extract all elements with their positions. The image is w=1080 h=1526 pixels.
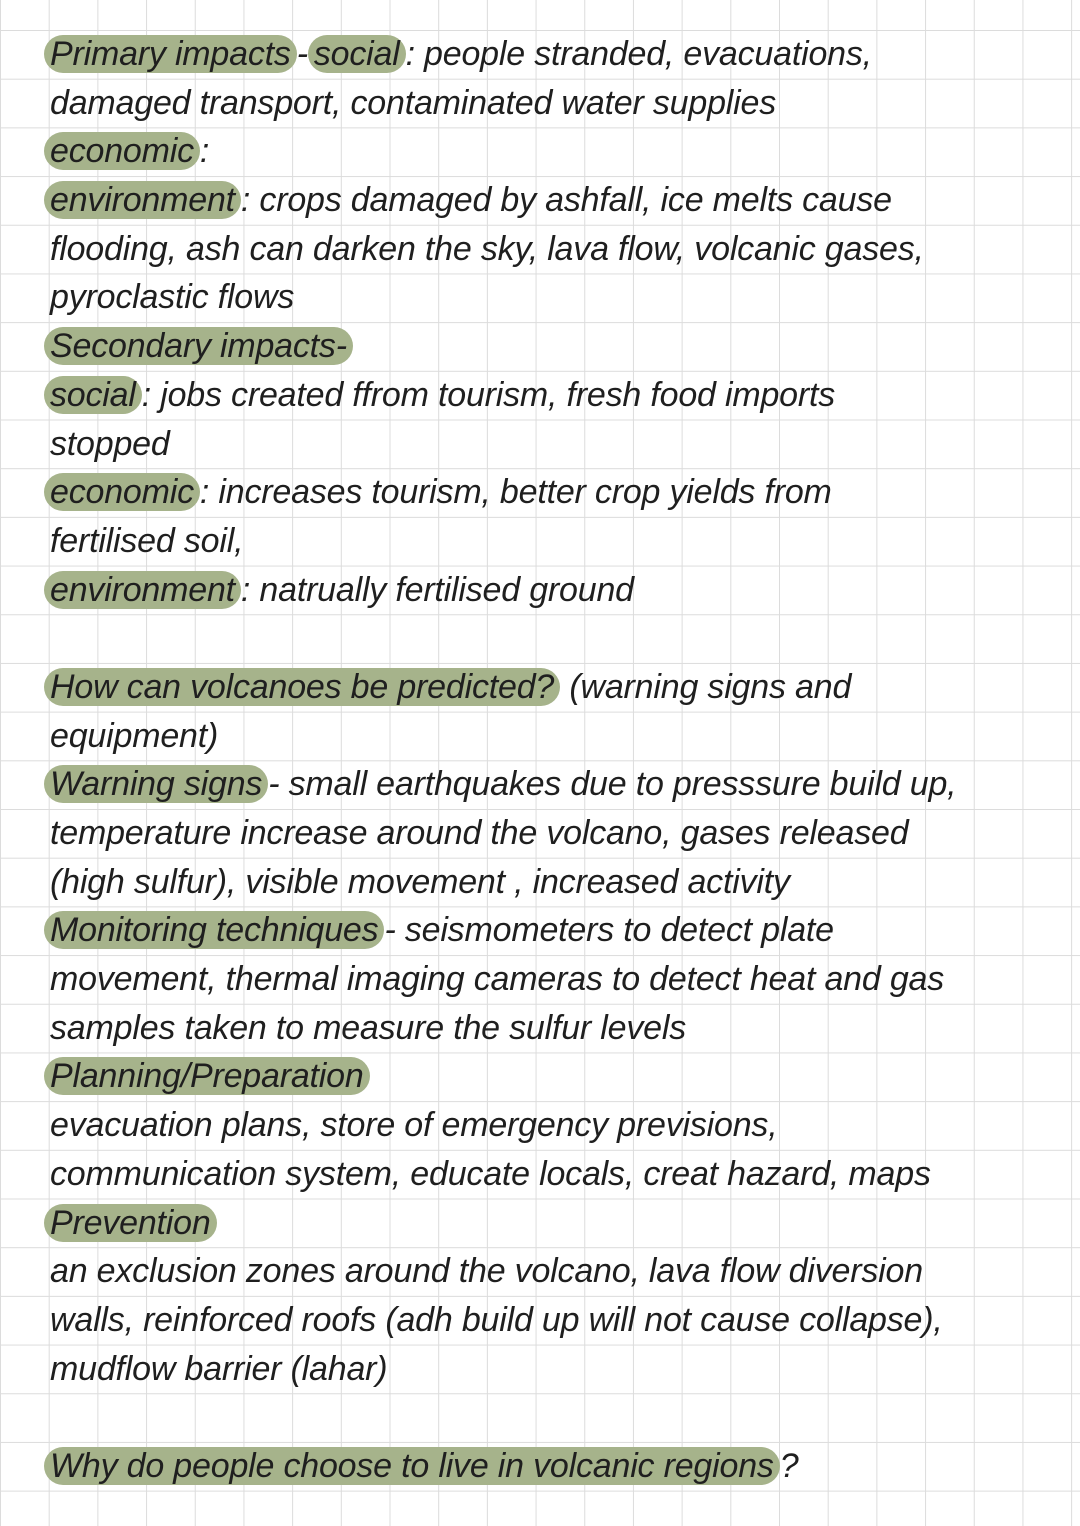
note-line [50, 906, 1050, 955]
note-line [50, 1199, 1050, 1248]
note-text: (warning signs and [560, 667, 852, 706]
note-text: fertilised soil, [50, 521, 244, 560]
note-line [50, 955, 1050, 1004]
note-text: stopped [50, 424, 170, 463]
note-text: movement, thermal imaging cameras to detect heat and gas [50, 960, 945, 999]
note-line [50, 517, 1050, 566]
note-text: - seismometers to detect plate [384, 911, 834, 950]
note-line [50, 1101, 1050, 1150]
note-line [50, 225, 1050, 274]
note-line [50, 712, 1050, 761]
note-line [50, 176, 1050, 225]
note-line [50, 566, 1050, 615]
note-text: an exclusion zones around the volcano, lava flow diversion [50, 1252, 923, 1291]
note-line [50, 1150, 1050, 1199]
note-line [50, 1345, 1050, 1394]
note-text: - small earthquakes due to presssure build up, [268, 765, 957, 804]
highlight-heading: social [308, 35, 406, 73]
note-line [50, 760, 1050, 809]
note-text: equipment) [50, 716, 219, 755]
note-text: - [296, 35, 308, 73]
note-line [50, 322, 1050, 371]
note-text: : crops damaged by ashfall, ice melts cause [240, 181, 892, 220]
note-line [50, 1442, 1050, 1491]
note-text: damaged transport, contaminated water supplies [50, 83, 777, 122]
blank-line [50, 614, 1050, 663]
note-text: walls, reinforced roofs (adh build up will not cause collapse), [50, 1300, 943, 1339]
notes-page [50, 30, 1050, 1491]
highlight-heading: Warning signs [44, 765, 268, 803]
note-text: flooding, ash can darken the sky, lava flow, volcanic gases, [50, 229, 924, 268]
note-text: temperature increase around the volcano, gases released [50, 814, 909, 852]
highlight-heading: environment [44, 571, 241, 609]
note-text: samples taken to measure the sulfur levels [50, 1008, 687, 1047]
note-text: : increases tourism, better crop yields from [199, 473, 832, 512]
highlight-heading: economic [44, 132, 200, 170]
highlight-heading: Why do people choose to live in volcanic regions [44, 1447, 780, 1485]
note-line [50, 858, 1050, 907]
highlight-heading: Planning/Preparation [44, 1057, 370, 1095]
note-line [50, 420, 1050, 469]
note-text: pyroclastic flows [50, 278, 295, 317]
note-line [50, 1296, 1050, 1345]
blank-line [50, 1393, 1050, 1442]
note-text: ? [779, 1446, 799, 1485]
note-line [50, 79, 1050, 128]
note-line [50, 371, 1050, 420]
note-line [50, 273, 1050, 322]
note-line [50, 127, 1050, 176]
note-text: : jobs created ffrom tourism, fresh food imports [141, 375, 836, 414]
highlight-heading: environment [44, 181, 241, 219]
note-text: mudflow barrier (lahar) [50, 1349, 388, 1388]
note-line [50, 809, 1050, 858]
note-line [50, 1247, 1050, 1296]
note-text: : people stranded, evacuations, [405, 35, 872, 73]
highlight-heading: Monitoring techniques [44, 911, 384, 949]
highlight-heading: Secondary impacts- [44, 327, 353, 365]
note-text: evacuation plans, store of emergency previsions, [50, 1106, 778, 1145]
highlight-heading: How can volcanoes be predicted? [44, 668, 560, 706]
note-line [50, 468, 1050, 517]
highlight-heading: Prevention [44, 1204, 217, 1242]
note-text: (high sulfur), visible movement , increased activity [50, 862, 790, 901]
highlight-heading: social [44, 376, 142, 414]
note-line [50, 1004, 1050, 1053]
note-text: : [199, 132, 210, 171]
highlight-heading: Primary impacts [44, 35, 297, 73]
note-line [50, 663, 1050, 712]
note-text: communication system, educate locals, creat hazard, maps [50, 1154, 931, 1193]
note-text: : natrually fertilised ground [240, 570, 634, 609]
highlight-heading: economic [44, 473, 200, 511]
note-line [50, 1052, 1050, 1101]
note-line [50, 30, 1050, 79]
